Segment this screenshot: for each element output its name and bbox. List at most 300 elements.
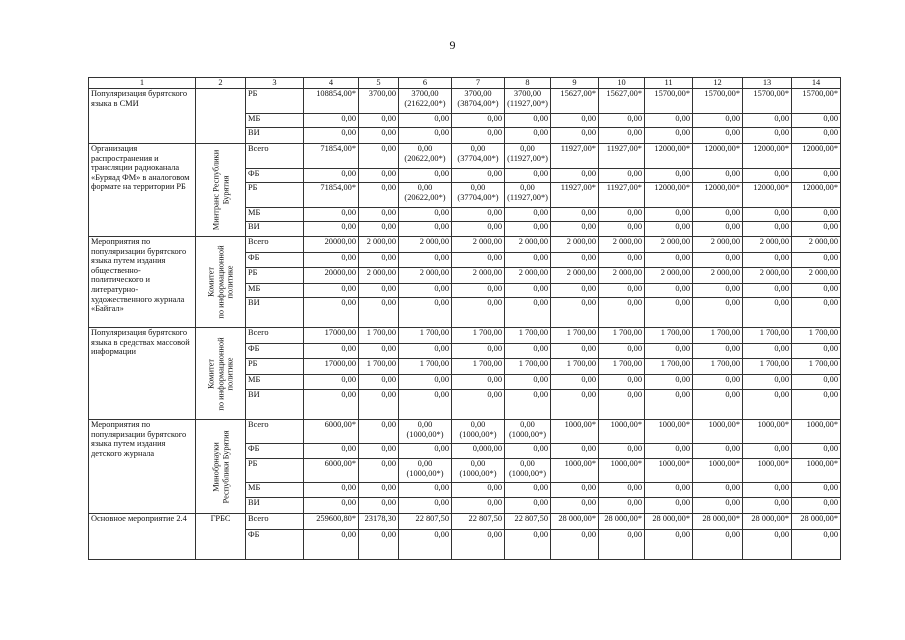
- value-cell: 0,00: [645, 253, 693, 268]
- value-cell: 0,00: [452, 169, 505, 183]
- value-cell: 0,00: [645, 444, 693, 459]
- activity-name: Мероприятия по популяризации бурятского языка путем издания детского журнала: [89, 420, 196, 514]
- value-cell: 0,00: [693, 444, 743, 459]
- value-cell: 1 700,00: [505, 359, 551, 375]
- value-cell: 0,00: [505, 128, 551, 144]
- value-cell: 0,00: [645, 498, 693, 514]
- value-cell: 15627,00*: [551, 89, 599, 114]
- value-cell: 2 000,00: [551, 268, 599, 284]
- value-cell: 0,00: [359, 298, 399, 328]
- value-cell: 0,00: [551, 253, 599, 268]
- value-cell: 0,00: [359, 375, 399, 390]
- value-cell: 3700,00: [359, 89, 399, 114]
- value-cell: 1 700,00: [399, 359, 452, 375]
- value-cell: 0,00: [551, 390, 599, 420]
- funding-source: РБ: [246, 459, 304, 483]
- activity-name: Организация распространения и трансляции радиоканала «Буряад ФМ» в аналоговом формате на территории РБ: [89, 144, 196, 237]
- value-cell: 22 807,50: [452, 514, 505, 530]
- value-cell: 0,00: [743, 375, 792, 390]
- value-cell: 3700,00 (11927,00*): [505, 89, 551, 114]
- value-cell: 0,00: [599, 169, 645, 183]
- value-cell: 2 000,00: [359, 237, 399, 253]
- table-row: [89, 514, 841, 530]
- value-cell: 0,00: [599, 208, 645, 222]
- value-cell: 0,00: [304, 208, 359, 222]
- activity-name: Популяризация бурятского языка в СМИ: [89, 89, 196, 144]
- value-cell: 0,00: [693, 222, 743, 237]
- value-cell: 2 000,00: [645, 237, 693, 253]
- value-cell: 0,00: [792, 208, 841, 222]
- value-cell: 1 700,00: [599, 328, 645, 344]
- value-cell: 0,00: [693, 253, 743, 268]
- value-cell: 1000,00*: [551, 459, 599, 483]
- value-cell: 0,00: [743, 128, 792, 144]
- value-cell: 0,00: [693, 498, 743, 514]
- value-cell: 0,00: [359, 128, 399, 144]
- value-cell: 0,00: [399, 114, 452, 128]
- value-cell: 0,00: [505, 298, 551, 328]
- value-cell: 0,00 (11927,00*): [505, 144, 551, 169]
- value-cell: 108854,00*: [304, 89, 359, 114]
- page-number: 9: [449, 38, 456, 52]
- value-cell: 0,00: [399, 483, 452, 498]
- column-header-13: 13: [743, 78, 792, 89]
- value-cell: 0,00 (1000,00*): [452, 420, 505, 444]
- value-cell: 12000,00*: [743, 144, 792, 169]
- funding-source: РБ: [246, 268, 304, 284]
- value-cell: 15700,00*: [792, 89, 841, 114]
- executor-label: Минобрнауки Республики Бурятия: [210, 430, 230, 503]
- value-cell: 12000,00*: [693, 144, 743, 169]
- value-cell: 2 000,00: [399, 237, 452, 253]
- value-cell: 0,00: [645, 128, 693, 144]
- value-cell: 0,00: [452, 375, 505, 390]
- value-cell: 0,00: [599, 253, 645, 268]
- value-cell: 0,00: [599, 444, 645, 459]
- funding-source: ВИ: [246, 390, 304, 420]
- column-header-6: 6: [399, 78, 452, 89]
- funding-source: МБ: [246, 208, 304, 222]
- value-cell: 0,00: [452, 390, 505, 420]
- value-cell: 0,00: [399, 169, 452, 183]
- value-cell: 0,00: [505, 375, 551, 390]
- column-header-11: 11: [645, 78, 693, 89]
- value-cell: 0,00: [452, 128, 505, 144]
- column-header-3: 3: [246, 78, 304, 89]
- value-cell: 17000,00: [304, 359, 359, 375]
- value-cell: 1 700,00: [359, 328, 399, 344]
- executor-label: Комитет по информационной политике: [206, 336, 235, 411]
- value-cell: 0,00: [645, 483, 693, 498]
- value-cell: 0,00: [743, 344, 792, 359]
- value-cell: 2 000,00: [693, 268, 743, 284]
- value-cell: 0,00: [505, 208, 551, 222]
- value-cell: 0,000,00: [452, 444, 505, 459]
- value-cell: 0,00: [452, 253, 505, 268]
- value-cell: 0,00: [645, 284, 693, 298]
- value-cell: 0,00: [452, 498, 505, 514]
- value-cell: 20000,00: [304, 268, 359, 284]
- column-header-10: 10: [599, 78, 645, 89]
- value-cell: 0,00: [551, 344, 599, 359]
- value-cell: 0,00 (37704,00*): [452, 183, 505, 208]
- value-cell: 0,00: [304, 498, 359, 514]
- value-cell: 2 000,00: [399, 268, 452, 284]
- value-cell: 71854,00*: [304, 144, 359, 169]
- value-cell: 1000,00*: [743, 420, 792, 444]
- value-cell: 0,00: [693, 344, 743, 359]
- value-cell: 0,00: [505, 444, 551, 459]
- value-cell: 0,00: [693, 375, 743, 390]
- value-cell: 1000,00*: [551, 420, 599, 444]
- funding-source: ВИ: [246, 298, 304, 328]
- value-cell: 0,00: [792, 483, 841, 498]
- value-cell: 1 700,00: [693, 359, 743, 375]
- value-cell: 0,00: [505, 344, 551, 359]
- value-cell: 6000,00*: [304, 420, 359, 444]
- funding-source: ВИ: [246, 498, 304, 514]
- value-cell: 2 000,00: [743, 268, 792, 284]
- value-cell: 0,00: [693, 169, 743, 183]
- value-cell: 0,00: [452, 222, 505, 237]
- value-cell: 0,00: [359, 222, 399, 237]
- value-cell: 0,00: [399, 344, 452, 359]
- funding-source: ФБ: [246, 253, 304, 268]
- funding-source: ФБ: [246, 169, 304, 183]
- table-row: [89, 328, 841, 344]
- column-header-8: 8: [505, 78, 551, 89]
- activity-name: Популяризация бурятского языка в средствах массовой информации: [89, 328, 196, 420]
- value-cell: 0,00: [359, 144, 399, 169]
- funding-source: ВИ: [246, 128, 304, 144]
- value-cell: 0,00: [792, 253, 841, 268]
- value-cell: 0,00: [645, 222, 693, 237]
- value-cell: 0,00: [505, 390, 551, 420]
- value-cell: 1 700,00: [792, 359, 841, 375]
- value-cell: 15627,00*: [599, 89, 645, 114]
- funding-source: РБ: [246, 89, 304, 114]
- value-cell: 0,00: [693, 298, 743, 328]
- table-row: [89, 144, 841, 169]
- value-cell: 0,00 (37704,00*): [452, 144, 505, 169]
- funding-source: МБ: [246, 375, 304, 390]
- value-cell: 0,00: [452, 530, 505, 560]
- value-cell: 0,00: [693, 390, 743, 420]
- value-cell: 0,00: [551, 208, 599, 222]
- value-cell: 0,00: [743, 208, 792, 222]
- value-cell: 23178,30: [359, 514, 399, 530]
- value-cell: 1 700,00: [743, 359, 792, 375]
- value-cell: 0,00 (1000,00*): [505, 459, 551, 483]
- value-cell: 71854,00*: [304, 183, 359, 208]
- value-cell: 2 000,00: [452, 237, 505, 253]
- value-cell: 17000,00: [304, 328, 359, 344]
- value-cell: 2 000,00: [599, 237, 645, 253]
- value-cell: 0,00: [505, 169, 551, 183]
- value-cell: 0,00: [452, 284, 505, 298]
- value-cell: 1000,00*: [693, 459, 743, 483]
- value-cell: 0,00: [359, 483, 399, 498]
- value-cell: 1 700,00: [505, 328, 551, 344]
- table-row: [89, 89, 841, 114]
- value-cell: 3700,00 (38704,00*): [452, 89, 505, 114]
- value-cell: 0,00: [551, 498, 599, 514]
- value-cell: 1000,00*: [599, 420, 645, 444]
- value-cell: 0,00: [599, 114, 645, 128]
- value-cell: 0,00: [551, 114, 599, 128]
- value-cell: 6000,00*: [304, 459, 359, 483]
- value-cell: 0,00: [399, 530, 452, 560]
- value-cell: 0,00: [792, 375, 841, 390]
- value-cell: 0,00: [743, 253, 792, 268]
- value-cell: 2 000,00: [743, 237, 792, 253]
- value-cell: 15700,00*: [645, 89, 693, 114]
- value-cell: 0,00: [359, 253, 399, 268]
- value-cell: 0,00: [599, 530, 645, 560]
- value-cell: 0,00: [792, 530, 841, 560]
- value-cell: 12000,00*: [693, 183, 743, 208]
- value-cell: 0,00 (11927,00*): [505, 183, 551, 208]
- column-header-7: 7: [452, 78, 505, 89]
- executor-cell: [196, 144, 246, 237]
- value-cell: 0,00: [645, 169, 693, 183]
- value-cell: 1000,00*: [599, 459, 645, 483]
- value-cell: 0,00: [304, 253, 359, 268]
- value-cell: 0,00: [359, 284, 399, 298]
- value-cell: 0,00: [645, 390, 693, 420]
- value-cell: 0,00: [792, 128, 841, 144]
- value-cell: 0,00: [693, 128, 743, 144]
- value-cell: 28 000,00*: [551, 514, 599, 530]
- funding-source: ФБ: [246, 344, 304, 359]
- funding-source: МБ: [246, 284, 304, 298]
- value-cell: 12000,00*: [645, 183, 693, 208]
- executor-cell: [196, 328, 246, 420]
- value-cell: 0,00: [551, 298, 599, 328]
- funding-source: МБ: [246, 483, 304, 498]
- column-header-2: 2: [196, 78, 246, 89]
- executor-label: Комитет по информационной политике: [206, 245, 235, 319]
- value-cell: 0,00: [304, 169, 359, 183]
- value-cell: 0,00: [505, 114, 551, 128]
- value-cell: 0,00: [599, 390, 645, 420]
- value-cell: 0,00: [599, 128, 645, 144]
- value-cell: 0,00: [792, 298, 841, 328]
- value-cell: 0,00 (1000,00*): [452, 459, 505, 483]
- funding-source: Всего: [246, 144, 304, 169]
- value-cell: 0,00: [399, 498, 452, 514]
- column-header-5: 5: [359, 78, 399, 89]
- value-cell: 1 700,00: [359, 359, 399, 375]
- value-cell: 0,00: [505, 498, 551, 514]
- value-cell: 1 700,00: [645, 328, 693, 344]
- header-row: [89, 78, 841, 89]
- value-cell: 0,00: [599, 298, 645, 328]
- value-cell: 0,00: [505, 222, 551, 237]
- table-row: [89, 420, 841, 444]
- value-cell: 0,00: [599, 498, 645, 514]
- value-cell: 11927,00*: [551, 183, 599, 208]
- activity-name: Мероприятия по популяризации бурятского языка путем издания общественно-политического и литературно-художественного журнала «Байгал»: [89, 237, 196, 328]
- value-cell: 0,00: [359, 420, 399, 444]
- value-cell: 22 807,50: [505, 514, 551, 530]
- value-cell: 3700,00 (21622,00*): [399, 89, 452, 114]
- value-cell: 0,00: [359, 114, 399, 128]
- value-cell: 0,00: [359, 444, 399, 459]
- value-cell: 0,00: [304, 444, 359, 459]
- value-cell: 1 700,00: [399, 328, 452, 344]
- value-cell: 2 000,00: [505, 268, 551, 284]
- value-cell: 2 000,00: [792, 268, 841, 284]
- funding-source: ФБ: [246, 530, 304, 560]
- value-cell: 0,00: [551, 483, 599, 498]
- value-cell: 0,00: [743, 114, 792, 128]
- value-cell: 1000,00*: [743, 459, 792, 483]
- value-cell: 0,00: [505, 253, 551, 268]
- value-cell: 0,00: [599, 344, 645, 359]
- value-cell: 0,00: [452, 298, 505, 328]
- column-header-1: 1: [89, 78, 196, 89]
- executor-cell: [196, 420, 246, 514]
- value-cell: 1000,00*: [693, 420, 743, 444]
- executor-cell: [196, 237, 246, 328]
- value-cell: 0,00: [505, 483, 551, 498]
- value-cell: 0,00 (20622,00*): [399, 144, 452, 169]
- value-cell: 0,00: [359, 530, 399, 560]
- value-cell: 0,00: [452, 208, 505, 222]
- value-cell: 0,00: [359, 344, 399, 359]
- value-cell: 28 000,00*: [693, 514, 743, 530]
- table-row: [89, 237, 841, 253]
- value-cell: 0,00: [743, 169, 792, 183]
- value-cell: 0,00: [359, 183, 399, 208]
- value-cell: 28 000,00*: [599, 514, 645, 530]
- value-cell: 0,00: [792, 344, 841, 359]
- value-cell: 0,00: [743, 390, 792, 420]
- value-cell: 1 700,00: [792, 328, 841, 344]
- value-cell: 0,00: [693, 114, 743, 128]
- value-cell: 0,00: [743, 483, 792, 498]
- value-cell: 12000,00*: [743, 183, 792, 208]
- funding-source: Всего: [246, 420, 304, 444]
- value-cell: 1000,00*: [645, 459, 693, 483]
- value-cell: 0,00: [304, 483, 359, 498]
- value-cell: 1 700,00: [551, 359, 599, 375]
- funding-source: РБ: [246, 359, 304, 375]
- value-cell: 1 700,00: [452, 359, 505, 375]
- value-cell: 22 807,50: [399, 514, 452, 530]
- value-cell: 0,00: [693, 530, 743, 560]
- value-cell: 15700,00*: [743, 89, 792, 114]
- value-cell: 0,00: [304, 114, 359, 128]
- value-cell: 0,00 (1000,00*): [399, 420, 452, 444]
- value-cell: 0,00: [359, 169, 399, 183]
- value-cell: 28 000,00*: [743, 514, 792, 530]
- value-cell: 0,00 (1000,00*): [505, 420, 551, 444]
- value-cell: 0,00: [792, 222, 841, 237]
- value-cell: 0,00: [452, 483, 505, 498]
- value-cell: 2 000,00: [693, 237, 743, 253]
- value-cell: 0,00: [792, 169, 841, 183]
- funding-source: Всего: [246, 237, 304, 253]
- value-cell: 15700,00*: [693, 89, 743, 114]
- value-cell: 2 000,00: [551, 237, 599, 253]
- value-cell: 12000,00*: [645, 144, 693, 169]
- column-header-12: 12: [693, 78, 743, 89]
- value-cell: 0,00: [551, 444, 599, 459]
- value-cell: 0,00: [645, 208, 693, 222]
- value-cell: 0,00: [743, 222, 792, 237]
- value-cell: 1000,00*: [645, 420, 693, 444]
- value-cell: 0,00: [551, 530, 599, 560]
- value-cell: 0,00: [304, 222, 359, 237]
- value-cell: 0,00: [399, 298, 452, 328]
- value-cell: 0,00: [645, 530, 693, 560]
- value-cell: 0,00: [792, 114, 841, 128]
- value-cell: 0,00: [304, 128, 359, 144]
- value-cell: 1 700,00: [599, 359, 645, 375]
- value-cell: 0,00: [693, 208, 743, 222]
- value-cell: 12000,00*: [792, 183, 841, 208]
- column-header-14: 14: [792, 78, 841, 89]
- value-cell: 0,00: [693, 284, 743, 298]
- value-cell: 0,00: [359, 498, 399, 514]
- value-cell: 0,00: [359, 459, 399, 483]
- value-cell: 0,00: [304, 530, 359, 560]
- value-cell: 0,00: [399, 390, 452, 420]
- funding-source: Всего: [246, 328, 304, 344]
- funding-source: Всего: [246, 514, 304, 530]
- value-cell: 0,00: [599, 375, 645, 390]
- value-cell: 0,00: [792, 390, 841, 420]
- executor-label: ГРБС: [210, 514, 231, 523]
- value-cell: 1 700,00: [693, 328, 743, 344]
- value-cell: 0,00: [399, 222, 452, 237]
- value-cell: 2 000,00: [599, 268, 645, 284]
- value-cell: 0,00: [551, 169, 599, 183]
- value-cell: 0,00: [792, 284, 841, 298]
- value-cell: 1 700,00: [743, 328, 792, 344]
- executor-cell: [196, 89, 246, 144]
- value-cell: 0,00: [399, 284, 452, 298]
- value-cell: 0,00: [645, 114, 693, 128]
- value-cell: 12000,00*: [792, 144, 841, 169]
- column-header-4: 4: [304, 78, 359, 89]
- value-cell: 20000,00: [304, 237, 359, 253]
- value-cell: 0,00: [452, 114, 505, 128]
- value-cell: 0,00: [505, 284, 551, 298]
- value-cell: 0,00: [743, 444, 792, 459]
- value-cell: 0,00: [304, 344, 359, 359]
- value-cell: 1000,00*: [792, 420, 841, 444]
- value-cell: 0,00: [551, 375, 599, 390]
- value-cell: 2 000,00: [645, 268, 693, 284]
- value-cell: 0,00: [743, 530, 792, 560]
- value-cell: 28 000,00*: [792, 514, 841, 530]
- value-cell: 2 000,00: [505, 237, 551, 253]
- value-cell: 0,00: [452, 344, 505, 359]
- value-cell: 0,00: [743, 298, 792, 328]
- value-cell: 0,00: [551, 128, 599, 144]
- value-cell: 0,00: [304, 390, 359, 420]
- value-cell: 11927,00*: [599, 144, 645, 169]
- value-cell: 0,00: [645, 375, 693, 390]
- value-cell: 1 700,00: [452, 328, 505, 344]
- value-cell: 1 700,00: [551, 328, 599, 344]
- value-cell: 0,00: [693, 483, 743, 498]
- value-cell: 0,00: [645, 298, 693, 328]
- value-cell: 0,00: [359, 390, 399, 420]
